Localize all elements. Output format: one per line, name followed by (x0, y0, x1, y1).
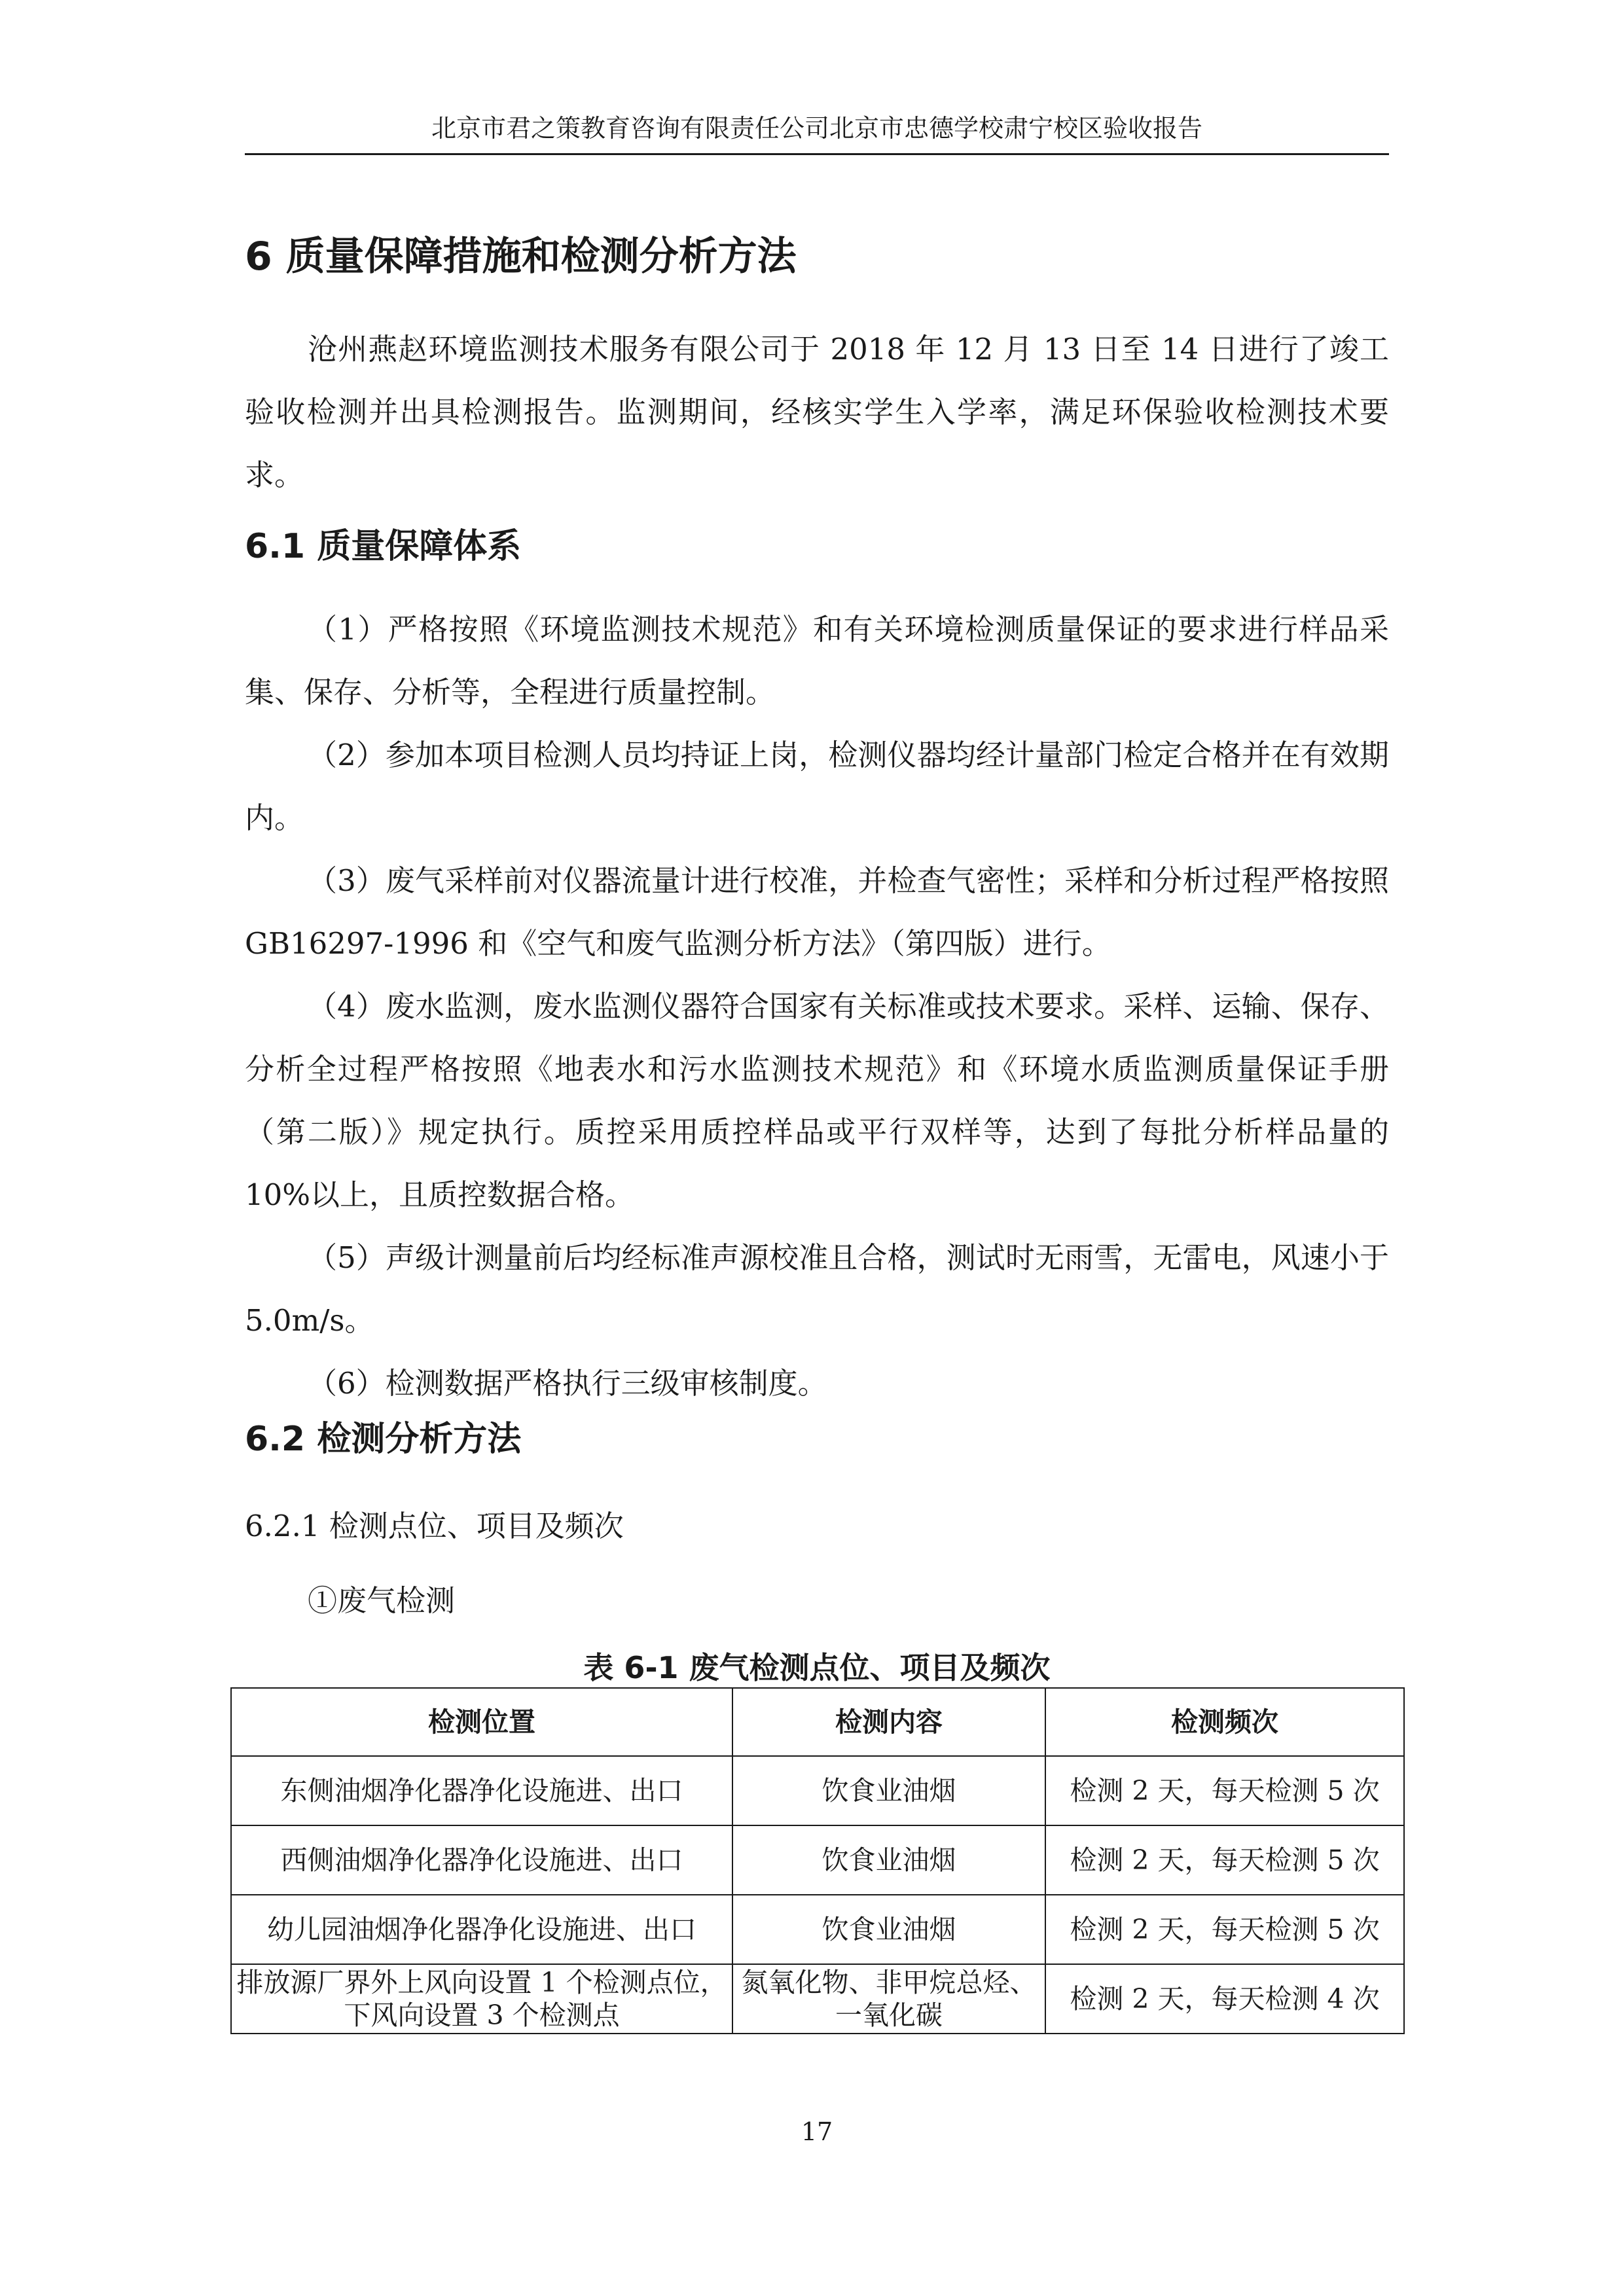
cell-location: 西侧油烟净化器净化设施进、出口 (231, 1825, 732, 1895)
cell-frequency: 检测 2 天，每天检测 5 次 (1045, 1825, 1404, 1895)
section-6-heading: 6 质量保障措施和检测分析方法 (245, 234, 797, 279)
cell-frequency: 检测 2 天，每天检测 5 次 (1045, 1756, 1404, 1825)
section-6-1-heading: 6.1 质量保障体系 (245, 527, 522, 566)
cell-content: 饮食业油烟 (732, 1895, 1045, 1964)
cell-frequency: 检测 2 天，每天检测 4 次 (1045, 1964, 1404, 2034)
column-header-content: 检测内容 (732, 1688, 1045, 1756)
table-header-row (231, 1688, 1404, 1756)
header-divider (245, 153, 1389, 155)
table-row (231, 1964, 1404, 2034)
qa-item-6: （6）检测数据严格执行三级审核制度。 (308, 1366, 827, 1401)
qa-item-1: （1）严格按照《环境监测技术规范》和有关环境检测质量保证的要求进行样品采集、保存、分析等，全程进行质量控制。 (245, 612, 1389, 709)
section-6-2-1-heading: 6.2.1 检测点位、项目及频次 (245, 1509, 624, 1543)
section-6-2-heading: 6.2 检测分析方法 (245, 1420, 522, 1459)
column-header-frequency: 检测频次 (1045, 1688, 1404, 1756)
monitoring-table (230, 1687, 1405, 2034)
page-number: 17 (801, 2117, 833, 2146)
table-caption: 表 6-1 废气检测点位、项目及频次 (583, 1650, 1051, 1685)
cell-location: 幼儿园油烟净化器净化设施进、出口 (231, 1895, 732, 1964)
qa-item-3: （3）废气采样前对仪器流量计进行校准，并检查气密性；采样和分析过程严格按照 GB16297-1996 和《空气和废气监测分析方法》（第四版）进行。 (245, 863, 1389, 961)
table-row (231, 1895, 1404, 1964)
cell-content: 饮食业油烟 (732, 1825, 1045, 1895)
table-row (231, 1825, 1404, 1895)
qa-item-4: （4）废水监测，废水监测仪器符合国家有关标准或技术要求。采样、运输、保存、分析全过程严格按照《地表水和污水监测技术规范》和《环境水质监测质量保证手册（第二版）》规定执行。质控采用质控样品或平行双样等，达到了每批分析样品量的 10%以上，且质控数据合格。 (245, 989, 1389, 1212)
table-row (231, 1756, 1404, 1825)
column-header-location: 检测位置 (231, 1688, 732, 1756)
section-6-intro: 沧州燕赵环境监测技术服务有限公司于 2018 年 12 月 13 日至 14 日进行了竣工验收检测并出具检测报告。监测期间，经核实学生入学率，满足环保验收检测技术要求。 (245, 332, 1389, 492)
cell-location: 东侧油烟净化器净化设施进、出口 (231, 1756, 732, 1825)
waste-gas-item-label: ①废气检测 (308, 1583, 456, 1618)
running-header: 北京市君之策教育咨询有限责任公司北京市忠德学校肃宁校区验收报告 (431, 114, 1202, 143)
cell-frequency: 检测 2 天，每天检测 5 次 (1045, 1895, 1404, 1964)
cell-content: 氮氧化物、非甲烷总烃、一氧化碳 (732, 1964, 1045, 2034)
qa-item-5: （5）声级计测量前后均经标准声源校准且合格，测试时无雨雪，无雷电，风速小于 5.0m/s。 (245, 1240, 1389, 1338)
qa-item-2: （2）参加本项目检测人员均持证上岗，检测仪器均经计量部门检定合格并在有效期内。 (245, 738, 1389, 835)
cell-content: 饮食业油烟 (732, 1756, 1045, 1825)
cell-location: 排放源厂界外上风向设置 1 个检测点位，下风向设置 3 个检测点 (231, 1964, 732, 2034)
